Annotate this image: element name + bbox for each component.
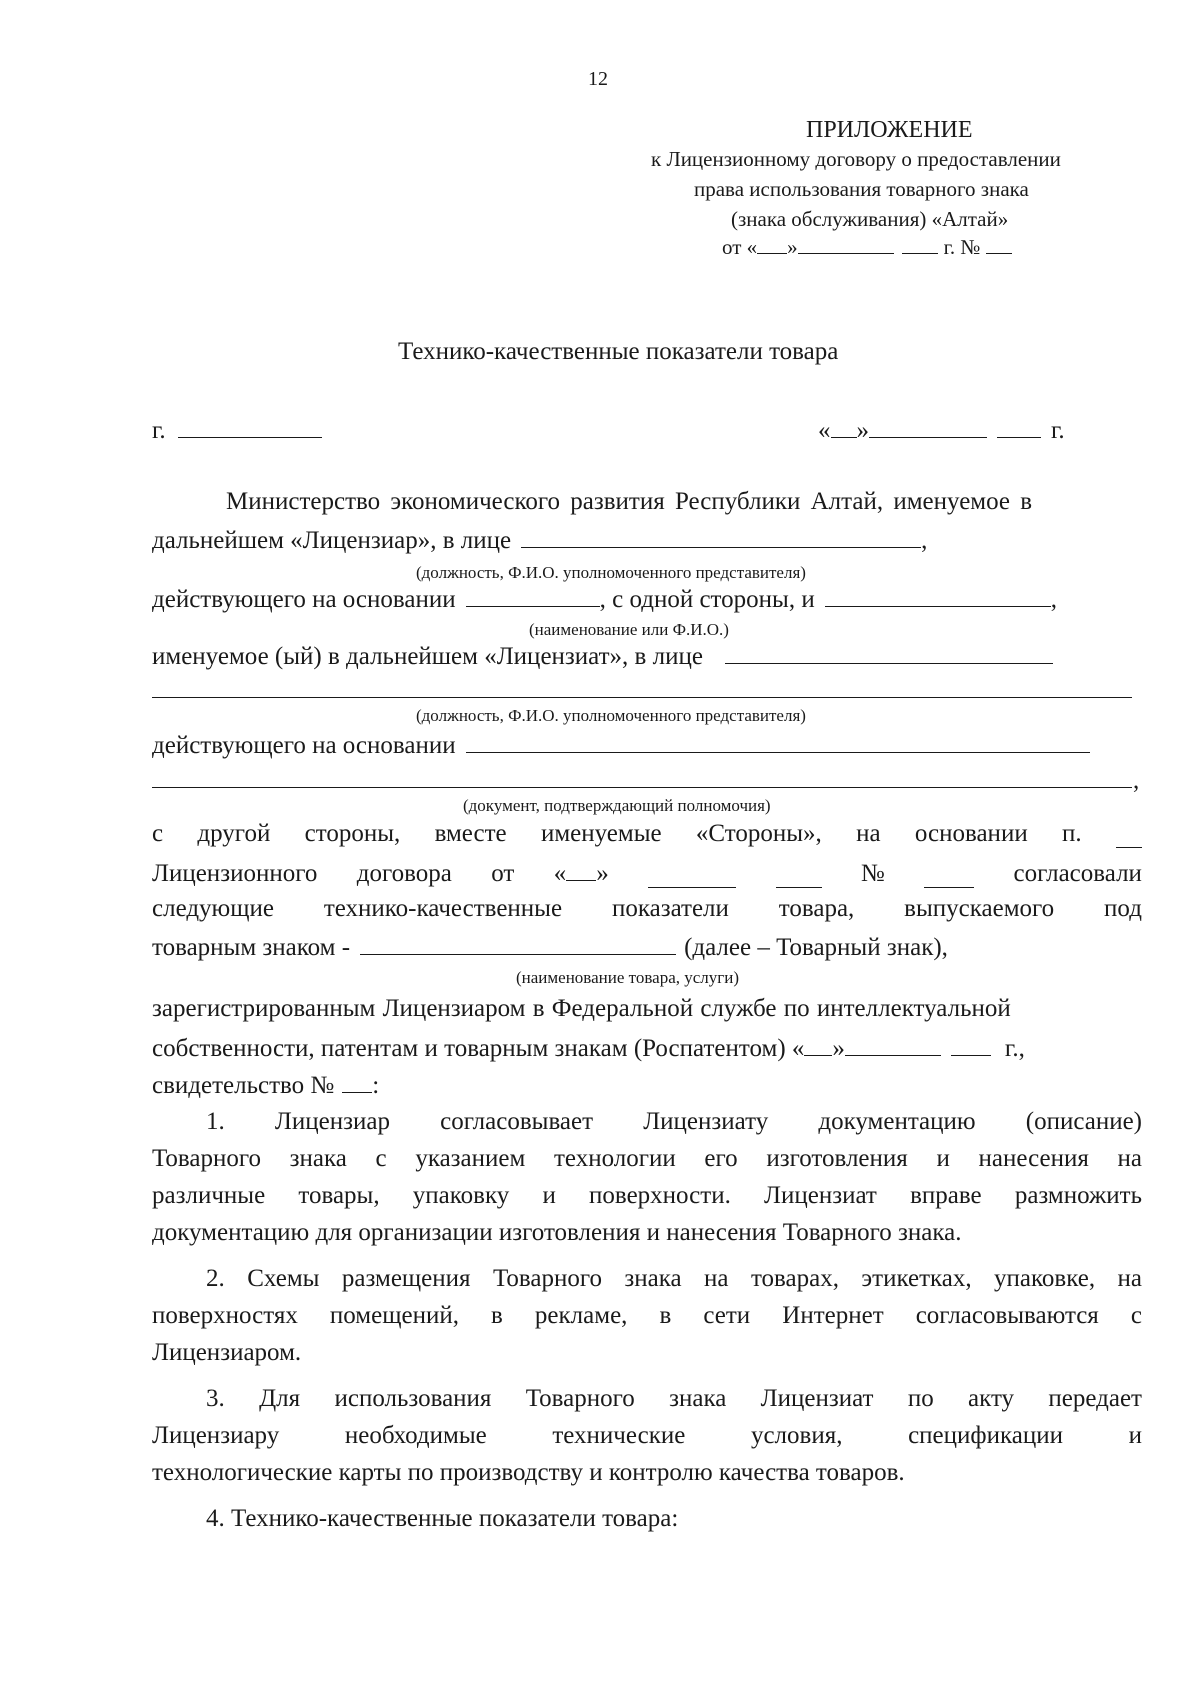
preamble-line-1 (226, 488, 1142, 516)
word: под (1104, 895, 1142, 922)
word: «Стороны», (695, 820, 822, 847)
word: следующие (152, 895, 274, 922)
preamble-line-1-text: Министерство экономического развития Республики Алтай, именуемое в (226, 488, 1033, 515)
word: согласовали (1013, 860, 1142, 887)
preamble-line-2 (152, 525, 927, 555)
caption-licensee-rep: (должность, Ф.И.О. уполномоченного представителя) (416, 706, 806, 725)
reg-year-blank (951, 1033, 991, 1056)
date-year-suffix: г. (1051, 417, 1065, 444)
year-suffix: г., (1004, 1035, 1025, 1062)
contract-number-blank (924, 865, 974, 888)
certificate-label: свидетельство № (152, 1072, 335, 1099)
basis-label-2: действующего на основании (152, 732, 456, 759)
item-4-line-1: 4. Технико-качественные показатели товара: (206, 1505, 679, 1532)
appendix-date-prefix: от « (722, 235, 758, 259)
contract-day-field (554, 858, 609, 888)
item-1-line-2: Товарного знака с указанием технологии его изготовления и нанесения на (152, 1145, 1142, 1172)
agreement-line-9 (152, 895, 1142, 923)
licensor-label: дальнейшем «Лицензиар», в лице (152, 527, 512, 554)
city-prefix: г. (152, 417, 166, 444)
day-blank (757, 235, 787, 254)
date-day-blank (831, 415, 857, 438)
item-3-line-3: технологические карты по производству и контролю качества товаров. (152, 1459, 905, 1486)
close-quote: » (832, 1035, 845, 1062)
word: товара, (778, 895, 855, 922)
colon: : (372, 1072, 380, 1099)
word: технико-качественные (323, 895, 563, 922)
item-1-line-4: документацию для организации изготовления и нанесения Товарного знака. (152, 1219, 962, 1246)
basis-blank (466, 584, 600, 607)
word: договора (356, 860, 452, 887)
item-1-line-1: 1. Лицензиар согласовывает Лицензиату документацию (описание) (206, 1108, 1142, 1135)
basis-blank-2 (466, 730, 1090, 753)
appendix-line-1: к Лицензионному договору о предоставлении (651, 147, 1061, 171)
preamble-line-3 (152, 584, 1057, 614)
word: вместе (434, 820, 507, 847)
caption-authority-doc: (документ, подтверждающий полномочия) (463, 796, 771, 815)
licensee-name-blank (825, 584, 1051, 607)
caption-licensor-rep: (должность, Ф.И.О. уполномоченного представителя) (416, 563, 806, 582)
number-blank (986, 235, 1012, 254)
open-quote: « (553, 860, 567, 887)
trademark-label: товарным знаком - (152, 934, 351, 961)
preamble-line-4 (152, 641, 1053, 671)
basis-label: действующего на основании (152, 586, 456, 613)
item-2-line-1: 2. Схемы размещения Товарного знака на товарах, этикетках, упаковке, на (206, 1265, 1142, 1292)
comma: , (1050, 586, 1057, 613)
item-1-line-3: различные товары, упаковку и поверхности. Лицензиат вправе размножить (152, 1182, 1142, 1209)
word: основании (914, 820, 1028, 847)
city-blank (178, 415, 322, 438)
word: именуемые (540, 820, 662, 847)
date-close-quote: » (856, 417, 869, 444)
one-side-label: , с одной стороны, и (599, 586, 815, 613)
agreement-line-8 (152, 858, 1142, 888)
agreement-line-12 (152, 1033, 1025, 1063)
caption-licensee-name: (наименование или Ф.И.О.) (529, 620, 729, 639)
appendix-line-2: права использования товарного знака (694, 177, 1029, 201)
trademark-definition: (далее – Товарный знак), (684, 934, 948, 961)
close-quote: » (596, 860, 609, 887)
word: показатели (611, 895, 729, 922)
item-2-line-2: поверхностях помещений, в рекламе, в сети Интернет согласовываются с (152, 1302, 1142, 1329)
date-year-blank (997, 415, 1041, 438)
preamble-line-5 (152, 730, 1090, 760)
item-3-line-2: Лицензиару необходимые технические условия, спецификации и (152, 1422, 1142, 1449)
certificate-number-blank (342, 1070, 372, 1093)
word: выпускаемого (904, 895, 1055, 922)
appendix-line-3: (знака обслуживания) «Алтай» (731, 207, 1009, 231)
reg-day-blank (804, 1033, 832, 1056)
word: стороны, (304, 820, 401, 847)
agreement-line-11: зарегистрированным Лицензиаром в Федеральной службе по интеллектуальной (152, 995, 1011, 1022)
agreement-line-10 (152, 932, 948, 962)
city-field (152, 415, 322, 445)
goods-name-blank (360, 932, 676, 955)
agreement-line-13 (152, 1070, 379, 1100)
item-3-line-1: 3. Для использования Товарного знака Лицензиат по акту передает (206, 1385, 1142, 1412)
date-month-blank (869, 415, 987, 438)
appendix-title: ПРИЛОЖЕНИЕ (806, 117, 973, 143)
rospatent-label: собственности, патентам и товарным знакам (Роспатентом) « (152, 1035, 805, 1062)
word: Лицензионного (152, 860, 318, 887)
caption-goods-name: (наименование товара, услуги) (516, 968, 740, 987)
doc-title: Технико-качественные показатели товара (398, 338, 839, 365)
date-field (818, 415, 1065, 445)
comma: , (921, 527, 928, 554)
page-number: 12 (588, 68, 608, 90)
word: на (856, 820, 881, 847)
licensor-rep-blank (521, 525, 921, 548)
appendix-date-close: » (787, 235, 798, 259)
word: п. (1062, 820, 1082, 847)
number-sign: № (860, 860, 885, 887)
clause-number-blank (1116, 825, 1142, 848)
licensee-rep-blank-2 (152, 697, 1132, 698)
authority-doc-comma: , (1133, 767, 1140, 794)
year-blank (902, 235, 938, 254)
appendix-date-year: г. № (943, 235, 981, 259)
licensee-rep-blank (725, 641, 1053, 664)
item-2-line-3: Лицензиаром. (152, 1339, 302, 1366)
authority-doc-blank (152, 787, 1132, 788)
appendix-date-line (722, 235, 1012, 260)
contract-year-blank (776, 865, 822, 888)
agreement-line-7 (152, 820, 1142, 848)
contract-day-blank (566, 858, 596, 881)
word: от (491, 860, 515, 887)
reg-month-blank (845, 1033, 941, 1056)
licensee-label: именуемое (ый) в дальнейшем «Лицензиат», в лице (152, 643, 703, 670)
contract-month-blank (648, 865, 736, 888)
word: с (152, 820, 164, 847)
date-open-quote: « (818, 417, 831, 444)
month-blank (798, 235, 894, 254)
word: другой (197, 820, 271, 847)
